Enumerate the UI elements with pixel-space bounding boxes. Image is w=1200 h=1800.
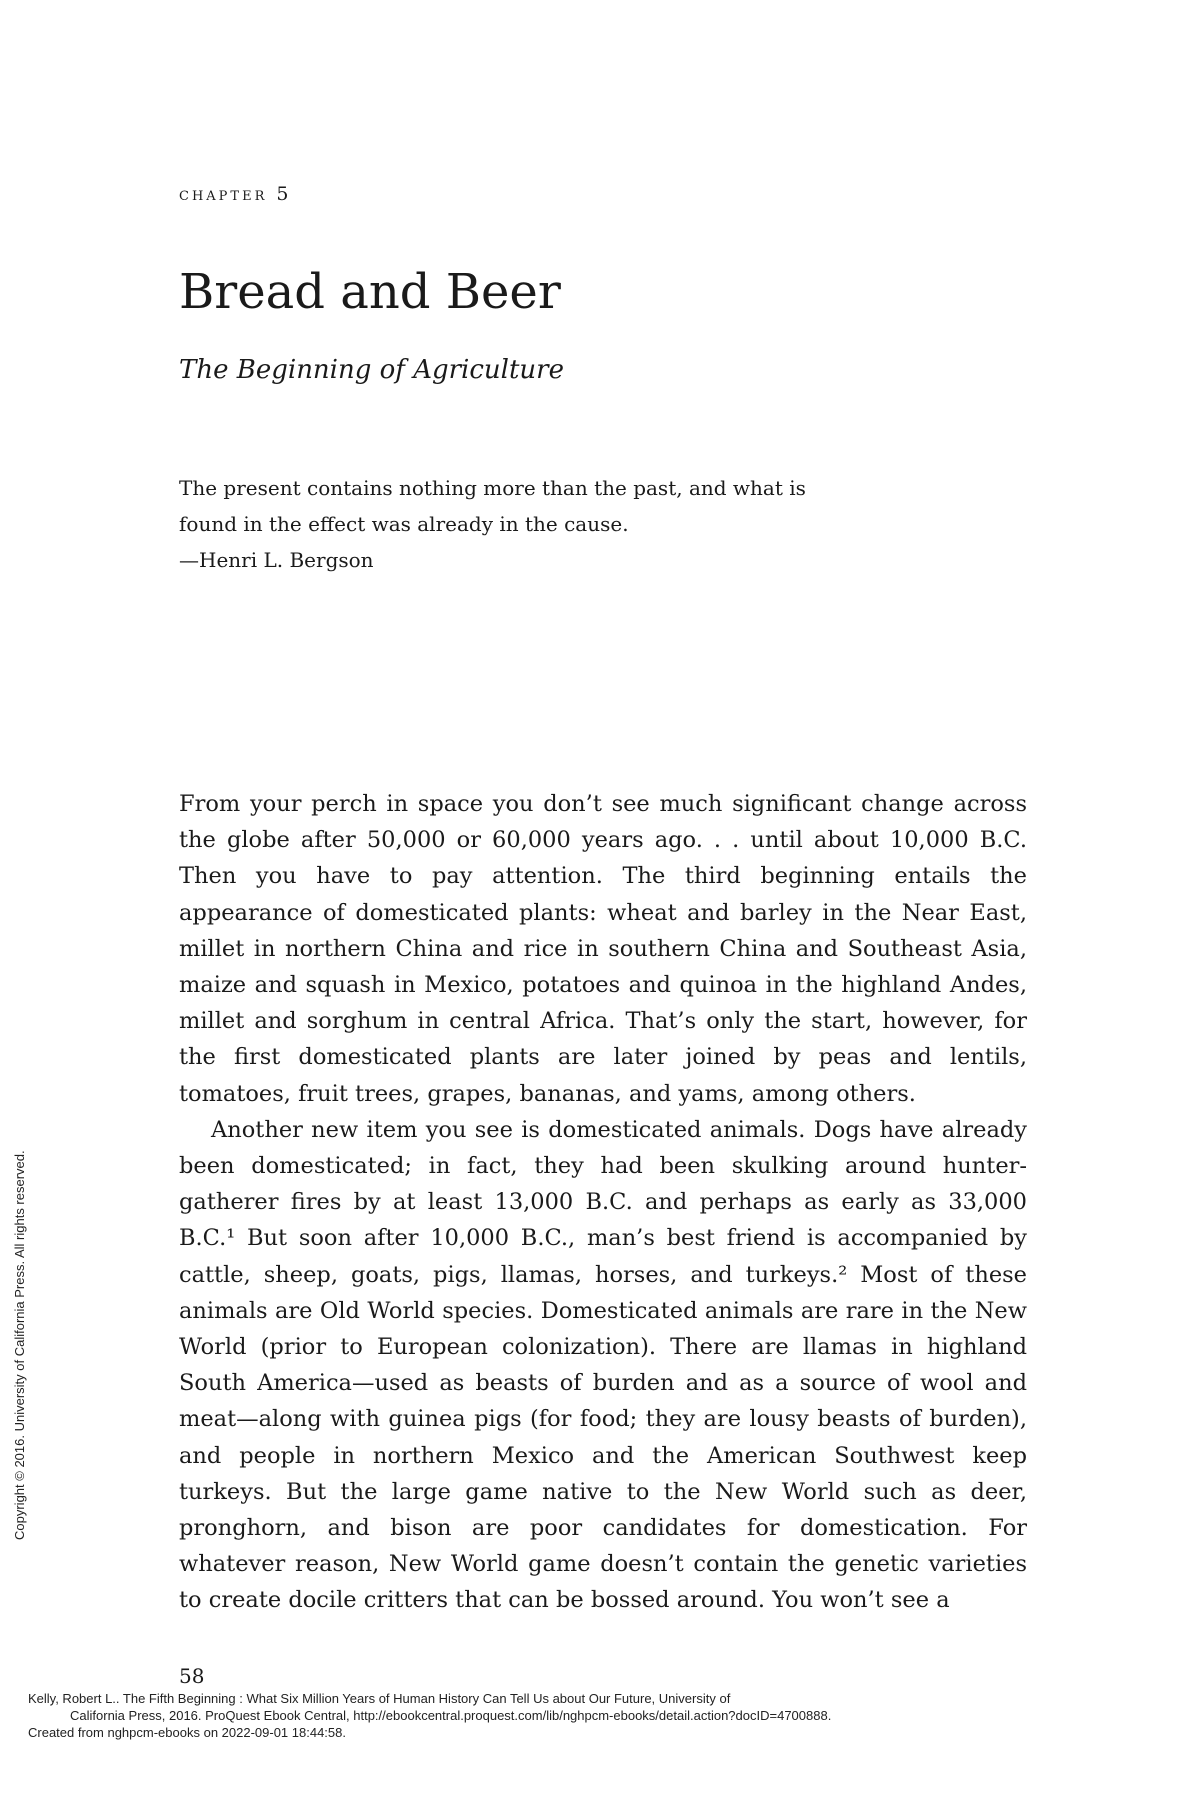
citation-line: Created from nghpcm-ebooks on 2022-09-01 18:44:58. — [28, 1725, 346, 1740]
body-paragraph: From your perch in space you don’t see much significant change across the globe after 50,000 or 60,000 years ago. . . until about 10,000 B.C. Then you have to pay attention. The third beginning entails the appearance of domesticated plants: wheat and barley in the Near East, millet in northern China and rice in southern China and Southeast Asia, maize and squash in Mexico, potatoes and quinoa in the highland Andes, millet and sorghum in central Africa. That’s only the start, however, for the first domesticated plants are later joined by peas and lentils, tomatoes, fruit trees, grapes, bananas, and yams, among others. — [179, 791, 1027, 1107]
page-number: 58 — [179, 1664, 205, 1688]
citation-line: Kelly, Robert L.. The Fifth Beginning : What Six Million Years of Human History Can Tell Us about Our Future, University of — [28, 1691, 731, 1706]
side-copyright-notice: Copyright © 2016. University of California Press. All rights reserved. — [12, 1150, 27, 1540]
chapter-subtitle: The Beginning of Agriculture — [179, 355, 564, 385]
body-text — [179, 786, 1027, 1619]
citation-line: California Press, 2016. ProQuest Ebook Central, http://ebookcentral.proquest.com/lib/nghpcm-ebooks/detail.action?docID=4700888. — [70, 1708, 832, 1723]
chapter-title: Bread and Beer — [179, 264, 561, 320]
epigraph — [179, 470, 839, 578]
epigraph-quote: The present contains nothing more than the past, and what is found in the effect was already in the cause. — [179, 476, 806, 536]
chapter-label: chapter 5 — [179, 183, 292, 205]
body-paragraph: Another new item you see is domesticated animals. Dogs have already been domesticated; in fact, they had been skulking around hunter-gatherer fires by at least 13,000 B.C. and perhaps as early as 33,000 B.C.¹ But soon after 10,000 B.C., man’s best friend is accompanied by cattle, sheep, goats, pigs, llamas, horses, and turkeys.² Most of these animals are Old World species. Domesticated animals are rare in the New World (prior to European colonization). There are llamas in highland South America—used as beasts of burden and as a source of wool and meat—along with guinea pigs (for food; they are lousy beasts of burden), and people in northern Mexico and the American Southwest keep turkeys. But the large game native to the New World such as deer, pronghorn, and bison are poor candidates for domestication. For whatever reason, New World game doesn’t contain the genetic varieties to create docile critters that can be bossed around. You won’t see a — [179, 1116, 1027, 1614]
epigraph-attribution: —Henri L. Bergson — [179, 548, 374, 572]
citation-footer — [28, 1690, 1188, 1741]
